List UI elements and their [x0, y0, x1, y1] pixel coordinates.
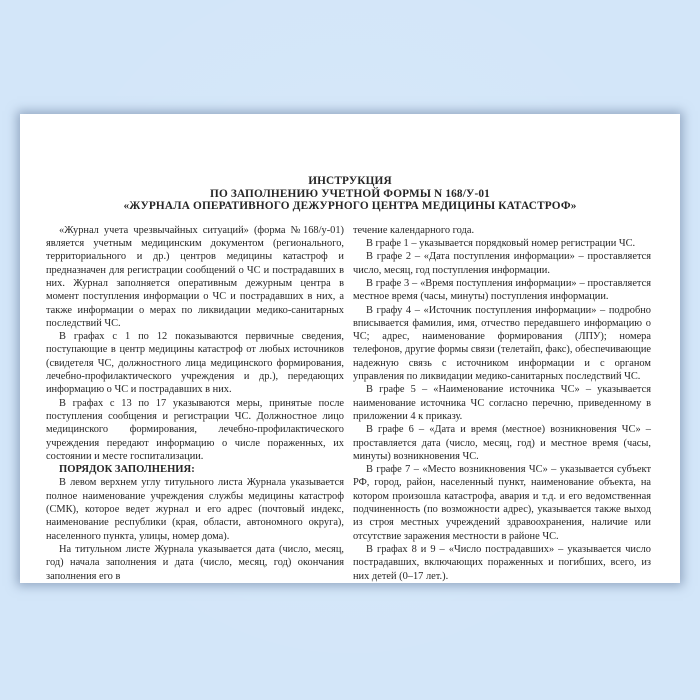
- paragraph: В графу 4 – «Источник поступления информации» – подробно вписывается фамилия, имя, отчество передавшего информацию о ЧС; адрес, наименование формирования (ЛПУ); номера телефонов, другие формы связи (телетайп, факс), обеспечивающие надежную связь с источником информации и с органом управления по ликвидации медико-санитарных последствий ЧС.: [353, 304, 651, 383]
- paragraph: В графе 6 – «Дата и время (местное) возникновения ЧС» – проставляется дата (число, месяц, год) и местное время (часы, минуты) возникновения ЧС.: [353, 424, 651, 462]
- paragraph: В графе 5 – «Наименование источника ЧС» – указывается наименование источника ЧС согласно перечню, приведенному в приложении 4 к приказу.: [353, 384, 651, 422]
- document-title: [20, 114, 680, 213]
- paragraph: В графе 7 – «Место возникновения ЧС» – указывается субъект РФ, город, район, населенный пункт, наименование объекта, на котором произошла катастрофа, авария и т.д. и его ведомственная подчиненность (по возможности адрес), указывается также выход из строя местных учреждений здравоохранения, наличие или отсутствие заражения местности в районе ЧС.: [353, 464, 651, 542]
- order-paragraph: В левом верхнем углу титульного листа Журнала указывается полное наименование учреждения службы медицины катастроф (СМК), которое ведет журнал и его адрес (почтовый индекс, наименование республики (края, области, автономного округа), населенного пункта, улицы, номер дома).: [46, 477, 344, 542]
- document-page: [20, 114, 680, 583]
- title-line: «ЖУРНАЛА ОПЕРАТИВНОГО ДЕЖУРНОГО ЦЕНТРА МЕДИЦИНЫ КАТАСТРОФ»: [123, 200, 577, 213]
- title-line: ПО ЗАПОЛНЕНИЮ УЧЕТНОЙ ФОРМЫ N 168/У-01: [210, 187, 490, 200]
- paragraph: В графе 3 – «Время поступления информации» – проставляется местное время (часы, минуты) поступления информации.: [353, 277, 651, 303]
- paragraph: В графах 8 и 9 – «Число пострадавших» – указывается число пострадавших, включающих пораженных и погибших, всего, из них детей (0–17 лет.).: [353, 543, 651, 582]
- left-column: [46, 224, 344, 583]
- paragraph: В графе 2 – «Дата поступления информации» – проставляется число, месяц, год поступления информации.: [353, 251, 651, 276]
- order-paragraph: На титульном листе Журнала указывается дата (число, месяц, год) начала заполнения и дата (число, месяц, год) окончания заполнения его в: [46, 543, 344, 582]
- right-column: [353, 224, 651, 583]
- section-heading: ПОРЯДОК ЗАПОЛНЕНИЯ:: [59, 464, 195, 476]
- intro-paragraph: В графах с 13 по 17 указываются меры, принятые после поступления сообщения и регистрации ЧС. Должностное лицо медицинского формирования, лечебно-профилактического учреждения передают информацию о числе пораженных, их состоянии и месте госпитализации.: [46, 397, 344, 462]
- paragraph: В графе 1 – указывается порядковый номер регистрации ЧС.: [366, 238, 636, 250]
- two-column-text: [20, 213, 680, 583]
- intro-paragraph: «Журнал учета чрезвычайных ситуаций» (форма №168/у-01) является учетным медицинским документом (регионального, территориального и др.) центров медицины катастроф и предназначен для регистрации сообщений о ЧС и пострадавших в них. Журнал заполняется оперативным дежурным центра в момент поступления информации о ЧС и пострадавших в них, а также информации о мерах по ликвидации медико-санитарных последствий ЧС.: [46, 224, 344, 329]
- intro-paragraph: В графах с 1 по 12 показываются первичные сведения, поступающие в центр медицины катастроф от любых источников (свидетеля ЧС, должностного лица медицинского формирования, лечебно-профилактического учреждения и др.), передающих информацию о ЧС и пострадавших в них.: [46, 331, 344, 396]
- title-line: ИНСТРУКЦИЯ: [308, 175, 392, 187]
- continuation-paragraph: течение календарного года.: [353, 224, 475, 236]
